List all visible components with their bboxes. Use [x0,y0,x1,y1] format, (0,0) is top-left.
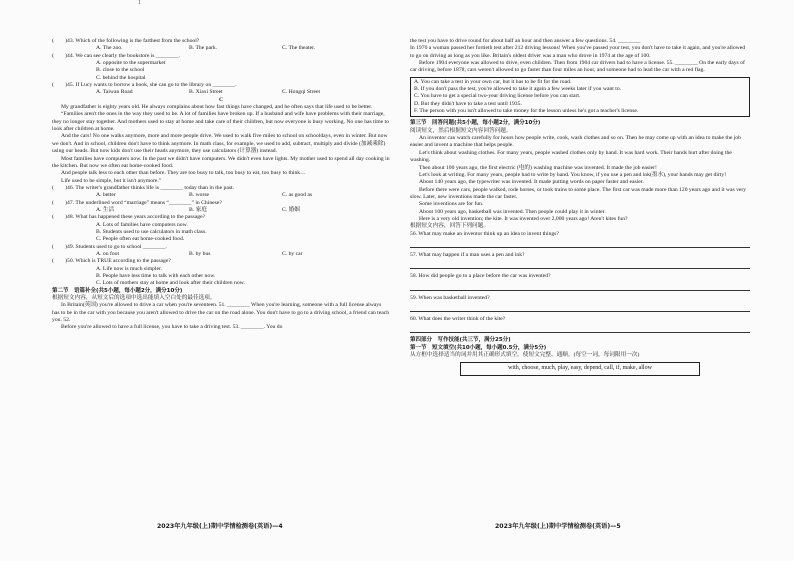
paragraph: Most families have computers now. In the past we didn't have computers. We didn't even have lights. My mother used to spend all day cooking in the kitchen. But now we often eat home-cooked food. [52,155,391,169]
part-4-title: 第四部分 写作技能(共三节，满分25分) [410,337,511,344]
instruction: 根据短文内容，回答下列问题。 [410,223,489,230]
paragraph: In 1970 a woman passed her fortieth test after 212 driving lessons! When you've passed your test, you don't have to take it again, and you're allowed to go on driving as long as you like. Britain's oldest driver was a man who drove in 1974 at the age of 100. [410,45,747,59]
instruction: 从方框中选择适当的词并用其正确形式填空，使短文完整、通顺。(每空一词，每词限用一次) [410,352,640,358]
q46-options [52,192,390,199]
option-d: D. But they didn't have to take a test until 1935. [414,100,522,107]
paragraph: My grandfather is eighty years old. He always complains about how fast things have changed, and he often says that life used to be better. [61,104,373,111]
question-46: ( )46. The writer's grandfather thinks life is ________ today than in the past. [52,184,235,191]
paragraph: About 100 years ago, basketball was invented. Then people could play it in winter. [419,208,606,215]
option-c: C. behind the hospital [96,74,146,81]
paragraph: Before you're allowed to have a full license, you have to take a driving test. 53. ________. You do [61,324,283,331]
question-56: 56. What may make an inventor think up an idea to invent things? [410,230,559,237]
paragraph: Here is a very old invention; the kite. It was invented over 2,000 years ago! Aren't kites fun? [419,215,628,222]
option-a: A. Taiwan Road [96,89,133,96]
footer-right: 2023年九年级(上)期中学情检测卷(英语)—5 [495,523,621,530]
paragraph: Before 1904 everyone was allowed to drive, even children. Then from 1904 car drivers had to have a license. 55. ________ On the early days of car driving, before 1878, cars weren't allowed to go faster than four miles an hour, and someone had to lead the car with a red flag. [410,60,747,74]
option-b: B. 家庭 [189,206,207,213]
option-b: B. If you don't pass the test, you're allowed to take it again a few weeks later if you want to. [414,86,622,93]
option-f: F. The person with you isn't allowed to take money for the lesson unless he's got a teacher's license. [414,108,639,115]
option-b: B. The park. [189,45,218,52]
page-corner-mark: 1 [138,0,141,6]
word-bank-box: with, choose, much, play, easy, depend, call, if, make, allow [460,362,700,375]
option-a: A. The zoo. [96,45,123,52]
paragraph: Life used to be simple, but it isn't anymore.” [61,177,162,184]
paragraph: the test you have to drive round for about half an hour and then answer a few questions. 54. ________ [410,38,641,44]
option-b: B. People have less time to talk with each other now. [96,273,216,279]
option-c: C. The theater. [282,45,316,52]
question-48: ( )48. What has happened these years according to the passage? [52,214,206,221]
option-b: B. Students used to use calculators in math class. [96,228,207,235]
option-c: C. Hongqi Street [282,89,321,96]
question-44: ( )44. We can see clearly the bookstore is ________. [52,52,180,59]
option-a: A. Life now is much simpler. [96,265,162,272]
option-b: B. by bus [189,250,211,257]
paragraph: And people talk less to each other than before. They are too busy to talk, too busy to eat, too busy to think… [61,170,306,177]
option-c: C. People often eat home-cooked food. [96,236,185,243]
question-60: 60. What does the writer think of the kite? [410,315,506,322]
option-b: B. Xiaxi Street [189,89,223,96]
option-a: A. opposite to the supermarket [96,60,166,67]
paragraph: “Families aren't the ones in the way they used to be. A lot of families have broken up. If a husband and wife have problems with their marriage, they no longer stay together. And mothers used to stay at home and take care of their children, but now everyone is busy working. No one has time to look after children at home. [52,111,391,133]
option-a: A. on foot [96,250,120,257]
passage-c-label: C [218,96,224,103]
option-b: B. worse [189,192,210,199]
section-3-title: 第三节 回答问题(共5小题，每小题2分，满分10分) [410,120,541,127]
options-box [410,77,750,118]
paragraph: And the cars! No one walks anymore, more and more people drive. We used to walk five miles to school on schooldays, even in winter. But now we don't. And in school, children don't have to think anymore. In math class, for example, we used to add, subtract, multiply and divide (加减乘除) using our heads. But now kids don't use their heads anymore, they use calculators (计算器) instead. [52,133,389,155]
right-column [410,38,750,376]
section-2-title: 第二节 语篇补全(共5小题，每小题2分，满分10分) [52,287,183,294]
option-c: C. Lots of mothers stay at home and look after their children now. [96,280,245,287]
paragraph: In Britain(英国) you're allowed to drive a car when you're seventeen. 51. ________ When you're learning, someone with a full license always has to be in the car with you because you aren't allowed to drive the car on the road alone. You don't have to go to a driving school, a friend can teach you. 52. [52,302,391,324]
question-43: ( )43. Which of the following is the farthest from the school? [52,38,200,44]
question-59: 59. When was basketball invented? [410,294,490,301]
left-column [52,38,390,332]
paragraph: Let's think about washing clothes. For many years, people washed clothes only by hand. It was hard work. Their hands hurt after doing the washing. [410,149,734,164]
option-a: A. better [96,192,116,199]
paragraph: Before there were cars, people walked, rode horses, or took trains to some place. The first car was made more than 120 years ago and it was very slow. Later, new inventions made the car faster. [410,186,748,200]
answer-line-56[interactable] [410,238,750,248]
question-57: 57. What may happen if a man uses a pen and ink? [410,251,525,258]
paragraph: An inventor can watch carefully for hours how people write, cook, wash clothes and so on. Then he may come up with an idea to make the job easier and invent a machine that helps people. [410,135,743,149]
part-4-section-1-title: 第一节 短文填空(共10小题，每小题0.5分，满分5分) [410,344,547,351]
answer-line-59[interactable] [410,302,750,312]
instruction: 根据短文内容，从短文后的选项中选出能填入空白处的最佳选项。 [52,295,216,302]
paragraph: Some inventions are for fun. [419,201,484,208]
answer-line-58[interactable] [410,281,750,291]
footer-left: 2023年九年级(上)期中学情检测卷(英语)—4 [157,523,283,530]
option-c: C. as good as [282,192,313,199]
question-49: ( )49. Students used to go to school ________. [52,243,167,250]
question-58: 58. How did people go to a place before the car was invented? [410,273,551,280]
question-45: ( )45. If Lucy wants to borrow a book, she can go to the library on ________. [52,82,237,89]
paragraph: Then about 100 years ago, the first electric (电的) washing machine was invented. It made the job easier! [419,164,657,171]
question-47: ( )47. The underlined word “marriage” means “________” in Chinese? [52,199,222,206]
option-c: C. You have to get a special two-year driving license before you can start. [414,93,581,100]
answer-line-57[interactable] [410,259,750,269]
option-a: A. You can take a test in your own car, but it has to be fit for the road. [414,78,572,85]
paragraph: About 140 years ago, the typewriter was invented. It made putting words on paper faster and easier. [419,179,644,186]
option-a: A. 生活 [96,206,115,213]
instruction: 阅读短文，然后根据短文内容回答问题。 [410,127,512,134]
answer-line-60[interactable] [410,323,750,333]
option-c: C. by car [282,250,303,257]
q43-options [52,45,390,52]
option-b: B. close to the school [96,67,145,74]
option-c: C. 婚姻 [282,206,300,213]
paragraph: Let's look at writing. For many years, people had to write by hand. You know, if you use a pen and ink(墨水), your hands may get dirty! [419,171,727,178]
question-50: ( )50. Which is TRUE according to the passage? [52,258,171,265]
q45-options [52,89,390,96]
option-a: A. Lots of families have computers now. [96,221,188,228]
